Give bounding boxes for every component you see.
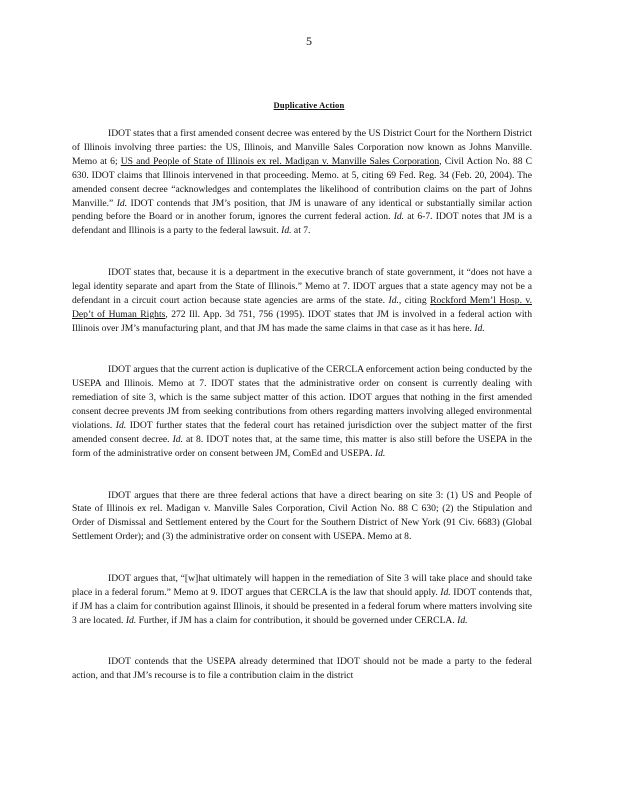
case-citation: US and People of State of Illinois ex rel. Madigan v. Manville Sales Corporation — [120, 155, 440, 167]
paragraph-text: at 8. IDOT notes that, at the same time, this matter is also still before the USEPA in the form of the administrative order on consent between JM, ComEd and USEPA. — [72, 433, 532, 459]
id-citation: Id. — [125, 614, 137, 626]
id-citation: Id. — [393, 211, 405, 223]
paragraph — [72, 489, 532, 545]
id-citation: Id. — [440, 586, 451, 598]
paragraph — [72, 655, 532, 683]
id-citation: Id. — [457, 614, 468, 626]
paragraph-text: IDOT states that a first amended consent decree was entered by the US District Court for the Northern District of Illinois involving three parties: the US, Illinois, and Manville Sales Corporation now known as Johns Manville. Memo at 6; — [72, 128, 532, 167]
document-body — [72, 127, 532, 711]
paragraph-text: IDOT contends that, if JM has a claim for contribution against Illinois, it should be presented in a federal forum where matters involving site 3 are located. — [72, 586, 532, 626]
paragraph-text: , Civil Action No. 88 C 630. IDOT claims that Illinois intervened in that proceeding. Memo. at 5, citing 69 Fed. Reg. 34 (Feb. 20, 2004). The amended consent decree “acknowledges and contemplates the likelihood of contribution claims on the part of Johns Manville.” — [72, 155, 532, 209]
paragraph-text: IDOT argues that there are three federal actions that have a direct bearing on site 3: (1) US and People of State of Illinois ex rel. Madigan v. Manville Sales Corporation, Civil Action No. 88 C 630; (2) the Stipulation and Order of Dismissal and Settlement entered by the Court for the Southern District of New York (91 Civ. 6683) (Global Settlement Order); and (3) the administrative order on consent with USEPA. Memo at 8. — [72, 489, 532, 543]
id-citation: Id. — [374, 447, 386, 459]
id-citation: Id. — [388, 294, 399, 306]
id-citation: Id. — [115, 420, 127, 431]
id-citation: Id. — [474, 322, 485, 334]
id-citation: Id. — [172, 433, 183, 445]
paragraph-text: at 6-7. IDOT notes that JM is a defendant and Illinois is a party to the federal lawsuit. — [72, 211, 532, 237]
paragraph-text: IDOT contends that JM’s position, that JM is unaware of any identical or substantially similar action pending before the Board or in another forum, ignores the current federal action. — [72, 197, 532, 223]
section-heading: Duplicative Action — [273, 100, 345, 110]
paragraph — [72, 572, 532, 628]
paragraph — [72, 266, 532, 336]
paragraph-text: IDOT further states that the federal court has retained jurisdiction over the subject matter of the first amended consent decree. — [72, 420, 533, 445]
paragraph-text: Further, if JM has a claim for contribution, it should be governed under CERCLA. — [136, 614, 458, 626]
paragraph-text: , citing — [398, 294, 431, 306]
paragraph-text: IDOT states that, because it is a department in the executive branch of state government, it “does not have a legal identity separate and apart from the State of Illinois.” Memo at 7. IDOT argues that a state agency may not be a defendant in a circuit court action because state agencies are arms of the state. — [72, 267, 532, 306]
paragraph-text: , 272 Ill. App. 3d 751, 756 (1995). IDOT states that JM is involved in a federal action with Illinois over JM’s manufacturing plant, and that JM has made the same claims in that case as it has here. — [72, 308, 532, 334]
id-citation: Id. — [281, 225, 292, 237]
paragraph-text: at 7. — [291, 225, 311, 237]
case-citation: Rockford Mem’l Hosp. v. Dep’t of Human Rights — [72, 294, 533, 320]
id-citation: Id. — [116, 197, 128, 209]
paragraph — [72, 363, 532, 460]
paragraph-text: IDOT argues that the current action is duplicative of the CERCLA enforcement action being conducted by the USEPA and Illinois. Memo at 7. IDOT states that the administrative order on consent is currently dealing with remediation of site 3, which is the same subject matter of this action. IDOT argues that nothing in the first amended consent decree prevents JM from seeking contributions from others regarding matters involving alleged environmental violations. — [72, 364, 532, 431]
page-number: 5 — [306, 34, 312, 48]
paragraph — [72, 127, 532, 238]
paragraph-text: IDOT argues that, “[w]hat ultimately will happen in the remediation of Site 3 will take place and should take place in a federal forum.” Memo at 9. IDOT argues that CERCLA is the law that should apply. — [72, 572, 532, 598]
paragraph-text: IDOT contends that the USEPA already determined that IDOT should not be made a party to the federal action, and that JM’s recourse is to file a contribution claim in the district — [72, 656, 532, 682]
